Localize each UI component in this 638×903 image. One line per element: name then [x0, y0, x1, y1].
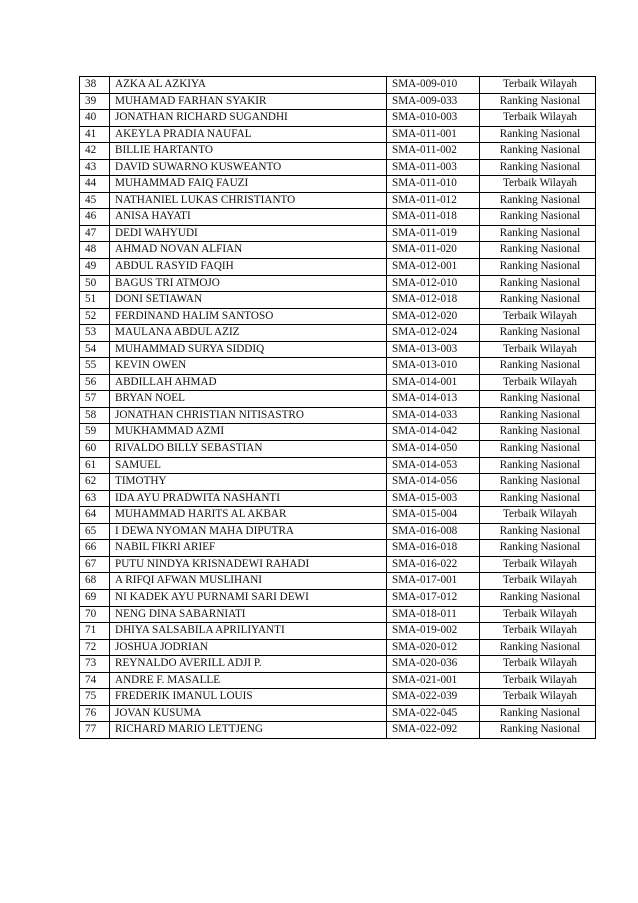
table-row	[80, 110, 596, 127]
participant-name-cell: DONI SETIAWAN	[110, 292, 387, 309]
participant-code-cell: SMA-022-039	[387, 689, 480, 706]
participant-name-cell: MUHAMMAD SURYA SIDDIQ	[110, 341, 387, 358]
table-row	[80, 407, 596, 424]
participant-code-cell: SMA-017-001	[387, 573, 480, 590]
award-category-cell: Ranking Nasional	[480, 325, 596, 342]
participant-code-cell: SMA-014-042	[387, 424, 480, 441]
row-number-cell: 68	[80, 573, 110, 590]
row-number-cell: 41	[80, 126, 110, 143]
participant-code-cell: SMA-022-092	[387, 722, 480, 739]
award-category-cell: Ranking Nasional	[480, 209, 596, 226]
participant-name-cell: DHIYA SALSABILA APRILIYANTI	[110, 623, 387, 640]
table-row	[80, 523, 596, 540]
participant-name-cell: ANDRE F. MASALLE	[110, 672, 387, 689]
participant-name-cell: TIMOTHY	[110, 474, 387, 491]
row-number-cell: 50	[80, 275, 110, 292]
participant-name-cell: DAVID SUWARNO KUSWEANTO	[110, 159, 387, 176]
table-row	[80, 705, 596, 722]
award-category-cell: Ranking Nasional	[480, 159, 596, 176]
table-row	[80, 606, 596, 623]
participant-name-cell: NENG DINA SABARNIATI	[110, 606, 387, 623]
row-number-cell: 66	[80, 540, 110, 557]
row-number-cell: 64	[80, 507, 110, 524]
participant-code-cell: SMA-020-036	[387, 656, 480, 673]
row-number-cell: 40	[80, 110, 110, 127]
table-row	[80, 556, 596, 573]
participant-name-cell: KEVIN OWEN	[110, 358, 387, 375]
participant-name-cell: PUTU NINDYA KRISNADEWI RAHADI	[110, 556, 387, 573]
row-number-cell: 57	[80, 391, 110, 408]
row-number-cell: 45	[80, 192, 110, 209]
row-number-cell: 38	[80, 77, 110, 94]
award-category-cell: Ranking Nasional	[480, 705, 596, 722]
row-number-cell: 74	[80, 672, 110, 689]
table-row	[80, 457, 596, 474]
table-row	[80, 275, 596, 292]
participant-code-cell: SMA-015-003	[387, 490, 480, 507]
row-number-cell: 58	[80, 407, 110, 424]
table-row	[80, 722, 596, 739]
participant-code-cell: SMA-012-001	[387, 259, 480, 276]
row-number-cell: 52	[80, 308, 110, 325]
participant-code-cell: SMA-014-056	[387, 474, 480, 491]
results-table	[79, 76, 596, 739]
award-category-cell: Ranking Nasional	[480, 474, 596, 491]
award-category-cell: Terbaik Wilayah	[480, 656, 596, 673]
row-number-cell: 70	[80, 606, 110, 623]
participant-code-cell: SMA-011-001	[387, 126, 480, 143]
participant-name-cell: NATHANIEL LUKAS CHRISTIANTO	[110, 192, 387, 209]
row-number-cell: 56	[80, 374, 110, 391]
row-number-cell: 62	[80, 474, 110, 491]
award-category-cell: Terbaik Wilayah	[480, 623, 596, 640]
table-row	[80, 391, 596, 408]
participant-name-cell: BILLIE HARTANTO	[110, 143, 387, 160]
award-category-cell: Ranking Nasional	[480, 407, 596, 424]
table-row	[80, 242, 596, 259]
award-category-cell: Ranking Nasional	[480, 639, 596, 656]
table-row	[80, 656, 596, 673]
participant-name-cell: JONATHAN RICHARD SUGANDHI	[110, 110, 387, 127]
participant-name-cell: RICHARD MARIO LETTJENG	[110, 722, 387, 739]
row-number-cell: 47	[80, 225, 110, 242]
participant-code-cell: SMA-016-018	[387, 540, 480, 557]
table-row	[80, 308, 596, 325]
row-number-cell: 67	[80, 556, 110, 573]
participant-code-cell: SMA-022-045	[387, 705, 480, 722]
table-row	[80, 623, 596, 640]
award-category-cell: Terbaik Wilayah	[480, 556, 596, 573]
participant-name-cell: NI KADEK AYU PURNAMI SARI DEWI	[110, 589, 387, 606]
award-category-cell: Terbaik Wilayah	[480, 606, 596, 623]
participant-name-cell: ANISA HAYATI	[110, 209, 387, 226]
table-row	[80, 490, 596, 507]
award-category-cell: Ranking Nasional	[480, 391, 596, 408]
participant-code-cell: SMA-011-019	[387, 225, 480, 242]
row-number-cell: 42	[80, 143, 110, 160]
award-category-cell: Ranking Nasional	[480, 192, 596, 209]
award-category-cell: Ranking Nasional	[480, 292, 596, 309]
table-row	[80, 358, 596, 375]
award-category-cell: Ranking Nasional	[480, 225, 596, 242]
row-number-cell: 75	[80, 689, 110, 706]
award-category-cell: Terbaik Wilayah	[480, 672, 596, 689]
participant-code-cell: SMA-011-020	[387, 242, 480, 259]
row-number-cell: 76	[80, 705, 110, 722]
participant-code-cell: SMA-011-018	[387, 209, 480, 226]
participant-code-cell: SMA-019-002	[387, 623, 480, 640]
table-row	[80, 209, 596, 226]
participant-name-cell: BRYAN NOEL	[110, 391, 387, 408]
award-category-cell: Ranking Nasional	[480, 457, 596, 474]
table-row	[80, 292, 596, 309]
participant-code-cell: SMA-009-033	[387, 93, 480, 110]
table-row	[80, 325, 596, 342]
row-number-cell: 53	[80, 325, 110, 342]
table-row	[80, 259, 596, 276]
participant-code-cell: SMA-020-012	[387, 639, 480, 656]
table-row	[80, 176, 596, 193]
table-row	[80, 126, 596, 143]
table-row	[80, 374, 596, 391]
results-table-body	[80, 77, 596, 739]
award-category-cell: Terbaik Wilayah	[480, 77, 596, 94]
participant-code-cell: SMA-010-003	[387, 110, 480, 127]
award-category-cell: Terbaik Wilayah	[480, 507, 596, 524]
participant-name-cell: SAMUEL	[110, 457, 387, 474]
award-category-cell: Ranking Nasional	[480, 242, 596, 259]
participant-code-cell: SMA-013-003	[387, 341, 480, 358]
award-category-cell: Ranking Nasional	[480, 424, 596, 441]
participant-name-cell: RIVALDO BILLY SEBASTIAN	[110, 441, 387, 458]
award-category-cell: Terbaik Wilayah	[480, 374, 596, 391]
table-row	[80, 474, 596, 491]
award-category-cell: Ranking Nasional	[480, 441, 596, 458]
table-row	[80, 225, 596, 242]
row-number-cell: 44	[80, 176, 110, 193]
row-number-cell: 48	[80, 242, 110, 259]
row-number-cell: 46	[80, 209, 110, 226]
table-row	[80, 77, 596, 94]
participant-name-cell: FERDINAND HALIM SANTOSO	[110, 308, 387, 325]
participant-code-cell: SMA-009-010	[387, 77, 480, 94]
participant-name-cell: IDA AYU PRADWITA NASHANTI	[110, 490, 387, 507]
table-row	[80, 341, 596, 358]
table-row	[80, 689, 596, 706]
award-category-cell: Ranking Nasional	[480, 93, 596, 110]
row-number-cell: 49	[80, 259, 110, 276]
row-number-cell: 77	[80, 722, 110, 739]
participant-name-cell: DEDI WAHYUDI	[110, 225, 387, 242]
table-row	[80, 589, 596, 606]
participant-name-cell: NABIL FIKRI ARIEF	[110, 540, 387, 557]
award-category-cell: Terbaik Wilayah	[480, 110, 596, 127]
award-category-cell: Ranking Nasional	[480, 523, 596, 540]
award-category-cell: Terbaik Wilayah	[480, 308, 596, 325]
participant-name-cell: BAGUS TRI ATMOJO	[110, 275, 387, 292]
participant-code-cell: SMA-012-020	[387, 308, 480, 325]
participant-code-cell: SMA-013-010	[387, 358, 480, 375]
row-number-cell: 39	[80, 93, 110, 110]
participant-code-cell: SMA-014-050	[387, 441, 480, 458]
row-number-cell: 51	[80, 292, 110, 309]
award-category-cell: Ranking Nasional	[480, 540, 596, 557]
table-row	[80, 143, 596, 160]
table-row	[80, 441, 596, 458]
participant-name-cell: JOSHUA JODRIAN	[110, 639, 387, 656]
award-category-cell: Ranking Nasional	[480, 722, 596, 739]
row-number-cell: 60	[80, 441, 110, 458]
participant-name-cell: MUKHAMMAD AZMI	[110, 424, 387, 441]
row-number-cell: 73	[80, 656, 110, 673]
row-number-cell: 61	[80, 457, 110, 474]
row-number-cell: 71	[80, 623, 110, 640]
row-number-cell: 55	[80, 358, 110, 375]
participant-code-cell: SMA-012-010	[387, 275, 480, 292]
participant-code-cell: SMA-011-003	[387, 159, 480, 176]
participant-code-cell: SMA-014-001	[387, 374, 480, 391]
award-category-cell: Terbaik Wilayah	[480, 341, 596, 358]
participant-code-cell: SMA-014-033	[387, 407, 480, 424]
participant-code-cell: SMA-014-013	[387, 391, 480, 408]
award-category-cell: Terbaik Wilayah	[480, 176, 596, 193]
participant-name-cell: AKEYLA PRADIA NAUFAL	[110, 126, 387, 143]
award-category-cell: Ranking Nasional	[480, 589, 596, 606]
participant-code-cell: SMA-016-022	[387, 556, 480, 573]
row-number-cell: 59	[80, 424, 110, 441]
participant-name-cell: ABDILLAH AHMAD	[110, 374, 387, 391]
table-row	[80, 672, 596, 689]
award-category-cell: Ranking Nasional	[480, 490, 596, 507]
row-number-cell: 54	[80, 341, 110, 358]
participant-name-cell: MUHAMAD FARHAN SYAKIR	[110, 93, 387, 110]
award-category-cell: Ranking Nasional	[480, 259, 596, 276]
participant-name-cell: I DEWA NYOMAN MAHA DIPUTRA	[110, 523, 387, 540]
table-row	[80, 159, 596, 176]
row-number-cell: 69	[80, 589, 110, 606]
participant-name-cell: FREDERIK IMANUL LOUIS	[110, 689, 387, 706]
participant-code-cell: SMA-021-001	[387, 672, 480, 689]
participant-name-cell: JONATHAN CHRISTIAN NITISASTRO	[110, 407, 387, 424]
participant-name-cell: AZKA AL AZKIYA	[110, 77, 387, 94]
participant-code-cell: SMA-011-012	[387, 192, 480, 209]
participant-code-cell: SMA-012-018	[387, 292, 480, 309]
participant-name-cell: ABDUL RASYID FAQIH	[110, 259, 387, 276]
participant-name-cell: MUHAMMAD HARITS AL AKBAR	[110, 507, 387, 524]
table-row	[80, 93, 596, 110]
row-number-cell: 43	[80, 159, 110, 176]
row-number-cell: 72	[80, 639, 110, 656]
participant-name-cell: JOVAN KUSUMA	[110, 705, 387, 722]
participant-code-cell: SMA-014-053	[387, 457, 480, 474]
row-number-cell: 63	[80, 490, 110, 507]
table-row	[80, 573, 596, 590]
award-category-cell: Ranking Nasional	[480, 126, 596, 143]
participant-name-cell: MAULANA ABDUL AZIZ	[110, 325, 387, 342]
table-row	[80, 540, 596, 557]
award-category-cell: Ranking Nasional	[480, 275, 596, 292]
award-category-cell: Terbaik Wilayah	[480, 573, 596, 590]
award-category-cell: Ranking Nasional	[480, 143, 596, 160]
participant-name-cell: AHMAD NOVAN ALFIAN	[110, 242, 387, 259]
participant-code-cell: SMA-018-011	[387, 606, 480, 623]
table-row	[80, 639, 596, 656]
participant-code-cell: SMA-017-012	[387, 589, 480, 606]
row-number-cell: 65	[80, 523, 110, 540]
participant-name-cell: REYNALDO AVERILL ADJI P.	[110, 656, 387, 673]
table-row	[80, 424, 596, 441]
participant-name-cell: MUHAMMAD FAIQ FAUZI	[110, 176, 387, 193]
table-row	[80, 507, 596, 524]
award-category-cell: Ranking Nasional	[480, 358, 596, 375]
participant-code-cell: SMA-016-008	[387, 523, 480, 540]
participant-code-cell: SMA-015-004	[387, 507, 480, 524]
award-category-cell: Terbaik Wilayah	[480, 689, 596, 706]
participant-name-cell: A RIFQI AFWAN MUSLIHANI	[110, 573, 387, 590]
table-row	[80, 192, 596, 209]
participant-code-cell: SMA-011-010	[387, 176, 480, 193]
participant-code-cell: SMA-012-024	[387, 325, 480, 342]
participant-code-cell: SMA-011-002	[387, 143, 480, 160]
